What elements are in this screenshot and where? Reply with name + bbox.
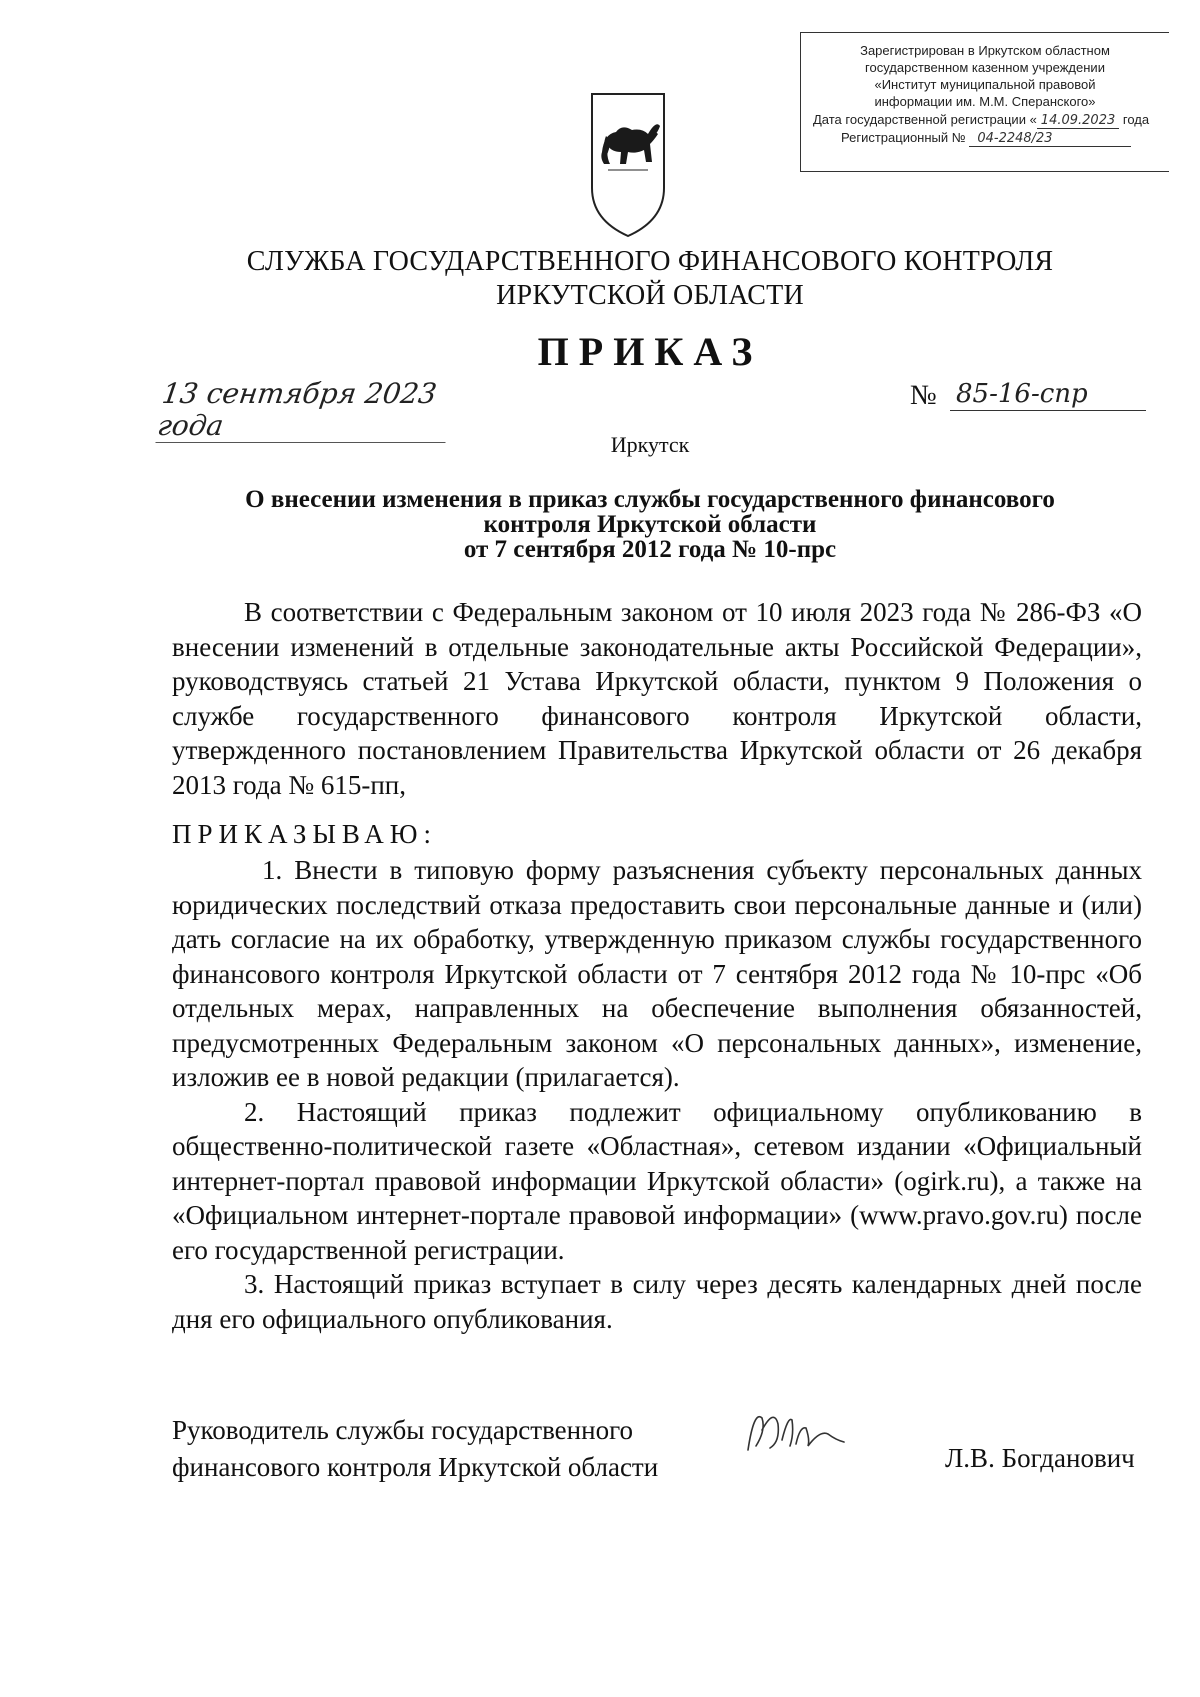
stamp-reg-label: Регистрационный № <box>841 130 966 145</box>
position-line: финансового контроля Иркутской области <box>172 1452 659 1482</box>
stamp-line: информации им. М.М. Сперанского» <box>874 94 1096 109</box>
stamp-line: государственном казенном учреждении <box>865 60 1105 75</box>
registration-stamp <box>800 32 1169 172</box>
order-word: ПРИКАЗЫВАЮ: <box>172 819 437 849</box>
order-item-1: 1. Внести в типовую форму разъяснения субъекту персональных данных юридических последствий отказа предоставить свои персональные данные и (или) дать согласие на их обработку, утвержденную приказом службы государственного финансового контроля Иркутской области от 7 сентября 2012 года № 10-прс «Об отдельных мерах, направленных на обеспечение выполнения обязанностей, предусмотренных Федеральным законом «О персональных данных», изменение, изложив ее в новой редакции (прилагается). <box>172 855 1142 1092</box>
order-item-3: 3. Настоящий приказ вступает в силу через десять календарных дней после дня его официального опубликования. <box>172 1269 1142 1334</box>
stamp-reg-value: 04-2248/23 <box>969 131 1131 147</box>
signatory-position <box>172 1412 658 1486</box>
order-items <box>172 853 1142 1336</box>
document-number: 85-16-спр <box>950 378 1146 411</box>
handwritten-signature <box>740 1400 850 1470</box>
organization-region: ИРКУТСКОЙ ОБЛАСТИ <box>496 280 804 311</box>
signatory-name: Л.В. Богданович <box>945 1443 1135 1473</box>
subject-line: О внесении изменения в приказ службы государственного финансового <box>245 486 1055 513</box>
stamp-date-label: Дата государственной регистрации « <box>813 112 1037 127</box>
document-subject <box>0 487 1200 562</box>
coat-of-arms-icon <box>588 90 668 240</box>
subject-line: контроля Иркутской области <box>483 511 817 538</box>
document-type-title: ПРИКАЗ <box>537 329 763 374</box>
preamble-text: В соответствии с Федеральным законом от 10 июля 2023 года № 286-ФЗ «О внесении изменений в отдельные законодательные акты Российской Федерации», руководствуясь статьей 21 Устава Иркутской области, пунктом 9 Положения о службе государственного финансового контроля Иркутской области, утвержденного постановлением Правительства Иркутской области от 26 декабря 2013 года № 615-пп, <box>172 597 1142 800</box>
stamp-line: «Институт муниципальной правовой <box>874 77 1096 92</box>
preamble <box>172 595 1142 802</box>
order-item-2: 2. Настоящий приказ подлежит официальному опубликованию в общественно-политической газете «Областная», сетевом издании «Официальный интернет-портал правовой информации Иркутской области» (ogirk.ru), а также на «Официальном интернет-портале правовой информации» (www.pravo.gov.ru) после его государственной регистрации. <box>172 1096 1142 1265</box>
document-date: 13 сентября 2023 года <box>155 378 454 443</box>
stamp-date-suffix: года <box>1122 112 1150 127</box>
document-number-label: № <box>910 380 937 411</box>
stamp-reg-line <box>841 130 1131 147</box>
subject-line: от 7 сентября 2012 года № 10-прс <box>463 536 837 563</box>
stamp-line: Зарегистрирован в Иркутском областном <box>860 43 1110 58</box>
position-line: Руководитель службы государственного <box>172 1415 633 1445</box>
document-city: Иркутск <box>610 432 690 457</box>
organization-name: СЛУЖБА ГОСУДАРСТВЕННОГО ФИНАНСОВОГО КОНТРОЛЯ <box>246 246 1054 277</box>
stamp-date-line <box>813 112 1149 128</box>
stamp-date-value: 14.09.2023 <box>1037 113 1119 129</box>
